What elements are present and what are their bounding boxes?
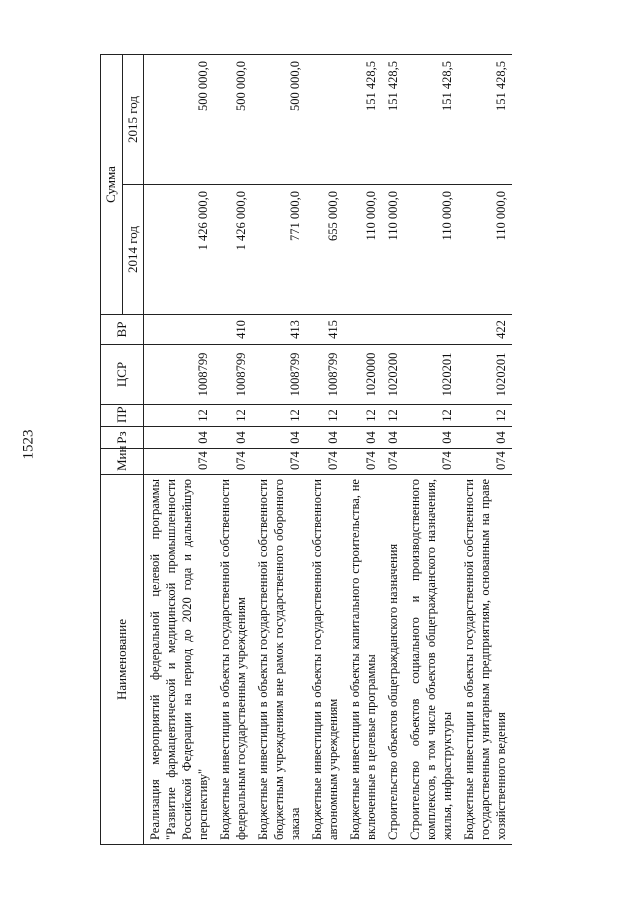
- cell-pr: 12: [404, 405, 458, 427]
- cell-rz: 04: [144, 427, 215, 449]
- cell-vr: 415: [306, 315, 344, 345]
- cell-min: 074: [382, 449, 404, 475]
- cell-name: Реализация мероприятий федеральной целевой программы "Развитие фармацевтической и медицинской промышленности Российской Федерации на период до 2020 года и дальнейшую перспективу": [144, 475, 215, 845]
- cell-pr: 12: [458, 405, 512, 427]
- cell-min: 074: [404, 449, 458, 475]
- cell-pr: 12: [144, 405, 215, 427]
- cell-rz: 04: [306, 427, 344, 449]
- cell-vr: [382, 315, 404, 345]
- cell-rz: 04: [252, 427, 306, 449]
- cell-sum-2014: 1 426 000,0: [144, 185, 215, 315]
- cell-sum-2015: 151 428,5: [344, 55, 382, 185]
- cell-csr: 1008799: [214, 345, 252, 405]
- page-number: 1523: [20, 429, 37, 460]
- cell-sum-2015: 500 000,0: [214, 55, 252, 185]
- cell-sum-2014: 771 000,0: [252, 185, 306, 315]
- cell-pr: 12: [252, 405, 306, 427]
- cell-vr: [404, 315, 458, 345]
- cell-min: 074: [344, 449, 382, 475]
- table-body: [144, 55, 513, 845]
- cell-rz: 04: [214, 427, 252, 449]
- header-sum: Сумма: [101, 55, 123, 315]
- table-row: [404, 55, 458, 845]
- cell-vr: [144, 315, 215, 345]
- cell-min: 074: [458, 449, 512, 475]
- cell-name: Бюджетные инвестиции в объекты государственной собственности автономным учреждениям: [306, 475, 344, 845]
- table-row: [382, 55, 404, 845]
- cell-pr: 12: [344, 405, 382, 427]
- cell-vr: 410: [214, 315, 252, 345]
- cell-rz: 04: [404, 427, 458, 449]
- table-row: [458, 55, 512, 845]
- cell-sum-2015: [306, 55, 344, 185]
- cell-sum-2015: 151 428,5: [458, 55, 512, 185]
- cell-sum-2015: 151 428,5: [382, 55, 404, 185]
- header-name: Наименование: [101, 475, 144, 845]
- cell-csr: 1020000: [344, 345, 382, 405]
- cell-sum-2015: 500 000,0: [144, 55, 215, 185]
- cell-name: Строительство объектов социального и производственного комплексов, в том числе объектов общегражданского назначения, жилья, инфраструктуры: [404, 475, 458, 845]
- cell-sum-2014: 110 000,0: [458, 185, 512, 315]
- budget-table: [100, 54, 512, 845]
- cell-name: Строительство объектов общегражданского назначения: [382, 475, 404, 845]
- cell-pr: 12: [306, 405, 344, 427]
- header-min: Мин: [101, 449, 144, 475]
- cell-sum-2014: 110 000,0: [344, 185, 382, 315]
- cell-sum-2014: 655 000,0: [306, 185, 344, 315]
- cell-min: 074: [214, 449, 252, 475]
- cell-name: Бюджетные инвестиции в объекты государственной собственности бюджетным учреждениям вне рамок государственного оборонного заказа: [252, 475, 306, 845]
- table-row: [214, 55, 252, 845]
- header-csr: ЦСР: [101, 345, 144, 405]
- table-row: [306, 55, 344, 845]
- table-row: [252, 55, 306, 845]
- cell-sum-2015: 500 000,0: [252, 55, 306, 185]
- table-row: [344, 55, 382, 845]
- budget-table-page: [100, 55, 620, 845]
- table-header: [101, 55, 144, 845]
- cell-pr: 12: [382, 405, 404, 427]
- cell-rz: 04: [458, 427, 512, 449]
- cell-min: 074: [306, 449, 344, 475]
- cell-csr: 1008799: [252, 345, 306, 405]
- cell-name: Бюджетные инвестиции в объекты государственной собственности государственным унитарным предприятиям, основанным на праве хозяйственного ведения: [458, 475, 512, 845]
- cell-rz: 04: [382, 427, 404, 449]
- cell-sum-2015: 151 428,5: [404, 55, 458, 185]
- cell-pr: 12: [214, 405, 252, 427]
- cell-csr: 1020201: [458, 345, 512, 405]
- header-pr: ПР: [101, 405, 144, 427]
- table-row: [144, 55, 215, 845]
- header-rz: Рз: [101, 427, 144, 449]
- cell-csr: 1008799: [144, 345, 215, 405]
- cell-sum-2014: 110 000,0: [404, 185, 458, 315]
- cell-vr: 413: [252, 315, 306, 345]
- header-2014: 2014 год: [122, 185, 144, 315]
- cell-min: 074: [144, 449, 215, 475]
- cell-vr: 422: [458, 315, 512, 345]
- cell-rz: 04: [344, 427, 382, 449]
- cell-sum-2014: 110 000,0: [382, 185, 404, 315]
- cell-csr: 1020201: [404, 345, 458, 405]
- cell-csr: 1008799: [306, 345, 344, 405]
- header-vr: ВР: [101, 315, 144, 345]
- cell-sum-2014: 1 426 000,0: [214, 185, 252, 315]
- cell-vr: [344, 315, 382, 345]
- cell-name: Бюджетные инвестиции в объекты капитального строительства, не включенные в целевые программы: [344, 475, 382, 845]
- cell-csr: 1020200: [382, 345, 404, 405]
- header-2015: 2015 год: [122, 55, 144, 185]
- cell-min: 074: [252, 449, 306, 475]
- cell-name: Бюджетные инвестиции в объекты государственной собственности федеральным государственным учреждениям: [214, 475, 252, 845]
